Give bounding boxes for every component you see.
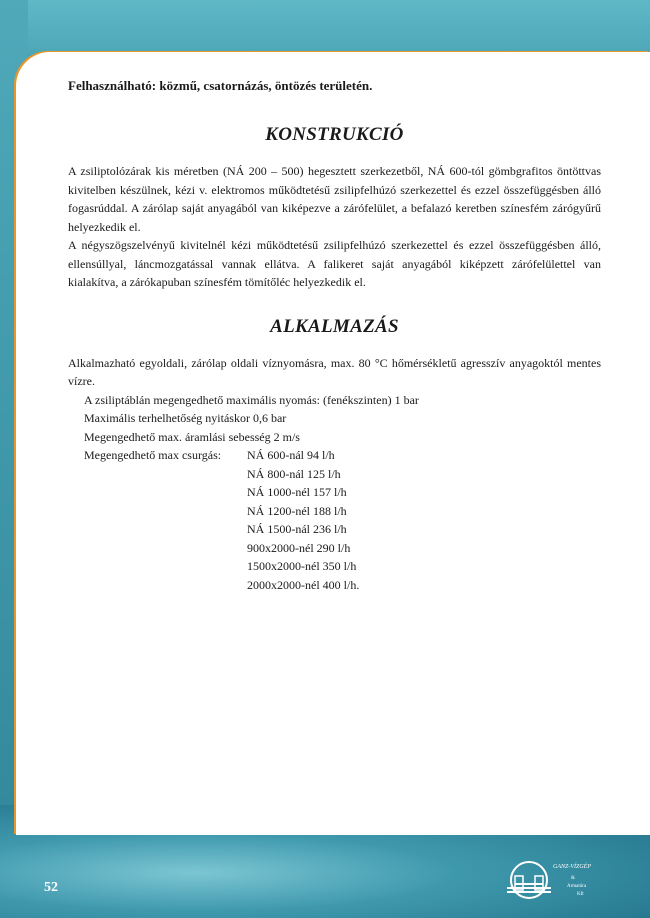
logo-text: Kft bbox=[577, 892, 584, 897]
flow-table bbox=[68, 446, 601, 594]
konstrukcio-paragraph-1: A zsiliptolózárak kis méretben (NÁ 200 – 500) hegesztett szerkezetből, NÁ 600-tól gömbgrafitos öntöttvas kivitelben készülnek, kézi v. elektromos működtetésű zsilipfelhúzó szerkezettel és ezzel összefüggésben álló fogasrúddal. A zárólap saját anyagából van kiképezve a zárófelület, a befalazó keretben színesfém zárógyűrű helyezkedik el. bbox=[68, 164, 601, 234]
company-logo bbox=[501, 858, 605, 902]
flow-value: NÁ 600-nál 94 l/h bbox=[247, 448, 335, 462]
alkalmazas-section bbox=[68, 354, 601, 595]
flow-value: 900x2000-nél 290 l/h bbox=[247, 540, 351, 555]
heading-konstrukcio: KONSTRUKCIÓ bbox=[265, 124, 404, 145]
flow-value: 2000x2000-nél 400 l/h. bbox=[247, 577, 360, 592]
logo-text: GANZ-VÍZGÉP bbox=[553, 864, 591, 870]
page-number: 52 bbox=[44, 880, 58, 895]
alkalmazas-paragraph: Alkalmazható egyoldali, zárólap oldali víznyomásra, max. 80 °C hőmérsékletű agresszív anyagoktól mentes vízre. bbox=[68, 355, 601, 388]
spec-line: A zsiliptáblán megengedhető maximális nyomás: (fenékszinten) 1 bar bbox=[84, 392, 419, 407]
konstrukcio-paragraph-2: A négyszögszelvényű kivitelnél kézi működtetésű zsilipfelhúzó szerkezettel és ezzel összefüggésben álló, ellensúllyal, láncmozgatással vannak ellátva. A falikeret saját anyagából kiképzett zárófelülettel van kialakítva, a zárókapuban színesfém tömítőléc helyezkedik el. bbox=[68, 238, 601, 289]
flow-value: NÁ 1200-nél 188 l/h bbox=[247, 503, 347, 518]
page-content bbox=[68, 78, 601, 594]
intro-line: Felhasználható: közmű, csatornázás, öntözés területén. bbox=[68, 78, 373, 93]
heading-alkalmazas: ALKALMAZÁS bbox=[270, 315, 399, 337]
logo-text: Armatúra bbox=[567, 884, 587, 889]
flow-value: NÁ 800-nál 125 l/h bbox=[247, 466, 341, 481]
flow-value: 1500x2000-nél 350 l/h bbox=[247, 559, 357, 573]
flow-values bbox=[247, 446, 359, 594]
flow-value: NÁ 1500-nál 236 l/h bbox=[247, 522, 347, 536]
flow-label: Megengedhető max csurgás: bbox=[84, 448, 222, 462]
flow-value: NÁ 1000-nél 157 l/h bbox=[247, 485, 347, 499]
konstrukcio-section bbox=[68, 162, 601, 292]
spec-line: Maximális terhelhetőség nyitáskor 0,6 bar bbox=[84, 411, 287, 425]
spec-line: Megengedhető max. áramlási sebesség 2 m/s bbox=[84, 429, 300, 444]
logo-text: & bbox=[571, 876, 575, 881]
